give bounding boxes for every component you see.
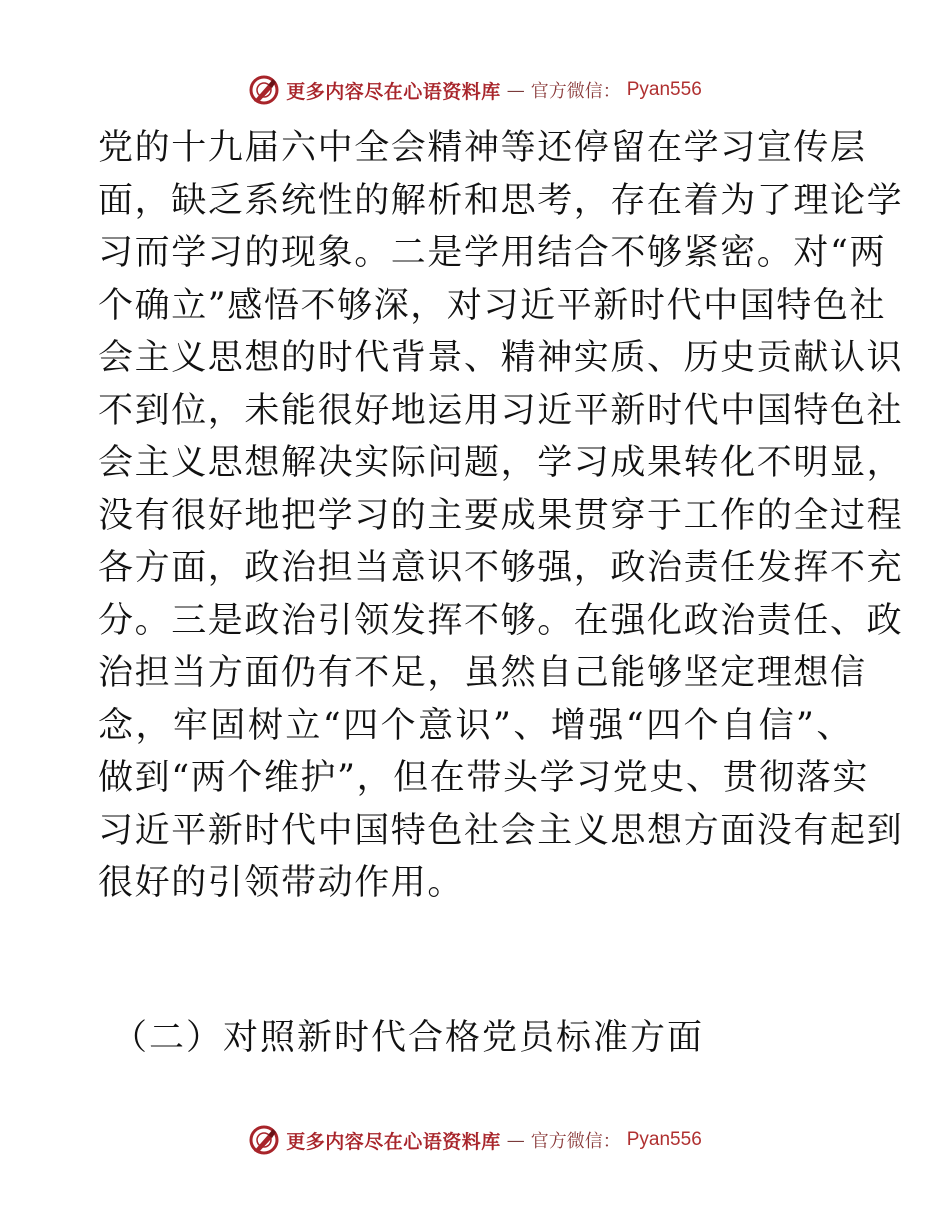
body-line-8: 没有很好地把学习的主要成果贯穿于工作的全过程: [98, 495, 904, 536]
footer-banner: [0, 1120, 950, 1160]
footer-dash: —: [506, 1129, 525, 1151]
header-banner: [0, 70, 950, 110]
document-body: [98, 122, 904, 910]
body-line-13: 做到“两个维护”，但在带头学习党史、贯彻落实: [98, 758, 869, 798]
header-wechat-label: 官方微信：: [530, 81, 621, 102]
header-dash: —: [506, 79, 525, 101]
body-line-15: 很好的引领带动作用。: [98, 863, 465, 903]
body-line-9: 各方面，政治担当意识不够强，政治责任发挥不充: [98, 548, 904, 588]
body-line-14: 习近平新时代中国特色社会主义思想方面没有起到: [98, 810, 904, 851]
body-line-2: 面，缺乏系统性的解析和思考，存在着为了理论学: [98, 180, 904, 221]
body-line-6: 不到位，未能很好地运用习近平新时代中国特色社: [98, 390, 904, 431]
header-brand-text: 更多内容尽在心语资料库: [286, 80, 501, 103]
body-line-10: 分。三是政治引领发挥不够。在强化政治责任、政: [98, 600, 904, 641]
pen-logo-icon: [248, 1124, 280, 1156]
footer-wechat-id: Pyan556: [626, 1129, 702, 1150]
body-line-1: 党的十九届六中全会精神等还停留在学习宣传层: [98, 128, 867, 168]
body-line-11: 治担当方面仍有不足，虽然自己能够坚定理想信: [98, 653, 867, 693]
footer-brand-text: 更多内容尽在心语资料库: [286, 1130, 501, 1153]
footer-wechat-label: 官方微信：: [530, 1131, 621, 1152]
header-wechat-id: Pyan556: [626, 79, 702, 100]
body-line-3: 习而学习的现象。二是学用结合不够紧密。对“两: [98, 233, 887, 273]
body-line-12: 念，牢固树立“四个意识”、增强“四个自信”、: [98, 705, 853, 746]
body-line-5: 会主义思想的时代背景、精神实质、历史贡献认识: [98, 338, 904, 378]
pen-logo-icon: [248, 74, 280, 106]
body-line-7: 会主义思想解决实际问题，学习成果转化不明显，: [98, 443, 904, 483]
body-line-4: 个确立”感悟不够深，对习近平新时代中国特色社: [98, 285, 887, 326]
section-heading: （二）对照新时代合格党员标准方面: [112, 1018, 705, 1058]
